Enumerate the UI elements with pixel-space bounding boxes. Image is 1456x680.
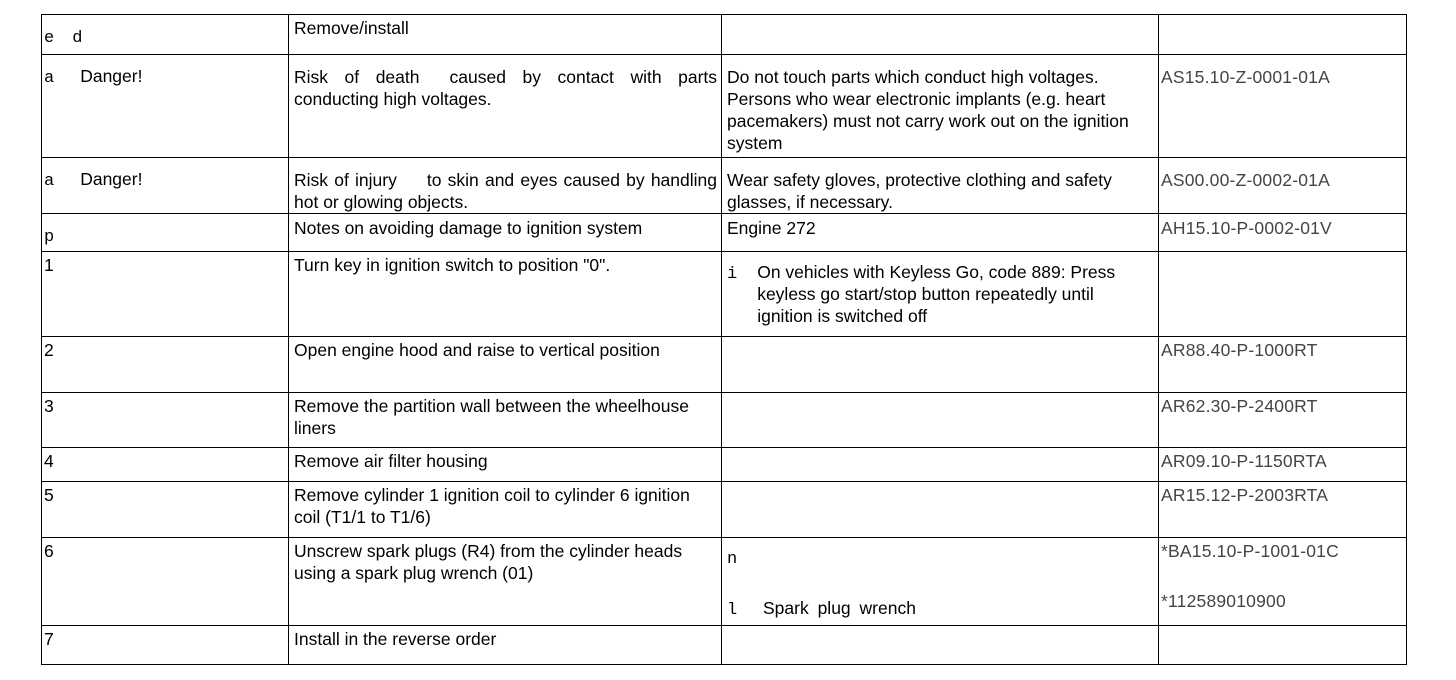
hazard-risk-cell	[289, 158, 722, 214]
step-text-cell	[289, 337, 722, 393]
danger-label: Danger!	[80, 66, 143, 86]
step-text-cell	[289, 538, 722, 626]
step-text: Open engine hood and raise to vertical position	[294, 340, 660, 360]
info-note	[727, 261, 1154, 327]
document-reference[interactable]: AR09.10-P-1150RTA	[1161, 451, 1327, 471]
tool-note	[727, 546, 1154, 571]
risk-head: Risk of injury	[294, 170, 397, 190]
step-info-cell	[722, 448, 1159, 482]
step-number-cell	[42, 626, 289, 665]
danger-label: Danger!	[80, 169, 143, 189]
step-number-cell	[42, 393, 289, 448]
document-reference[interactable]: AR62.30-P-2400RT	[1161, 396, 1318, 416]
step-number-cell	[42, 538, 289, 626]
document-reference[interactable]: AS00.00-Z-0002-01A	[1161, 170, 1330, 190]
note-symbol-cell	[42, 214, 289, 252]
step-text: Remove the partition wall between the wheelhouse liners	[294, 396, 689, 438]
step-code-cell	[1159, 252, 1407, 337]
step-code-cell	[1159, 538, 1407, 626]
document-reference[interactable]: AR15.12-P-2003RTA	[1161, 485, 1329, 505]
step-text-cell	[289, 448, 722, 482]
step-text-cell	[289, 252, 722, 337]
step-row	[42, 626, 1407, 665]
step-code-cell	[1159, 482, 1407, 538]
step-number: 7	[44, 629, 54, 649]
step-row	[42, 337, 1407, 393]
step-number-cell	[42, 337, 289, 393]
step-number-cell	[42, 448, 289, 482]
hazard-risk-cell	[289, 55, 722, 158]
safety-measure: Wear safety gloves, protective clothing and safety glasses, if necessary.	[727, 170, 1112, 212]
note-icon: p	[44, 228, 55, 247]
page-title: Remove/install	[294, 18, 409, 38]
hazard-measure-cell	[722, 158, 1159, 214]
note-text: Notes on avoiding damage to ignition system	[294, 218, 643, 238]
step-info-cell	[722, 252, 1159, 337]
step-row	[42, 252, 1407, 337]
step-number: 1	[44, 255, 54, 275]
document-reference[interactable]: AR88.40-P-1000RT	[1161, 340, 1318, 360]
document-reference[interactable]: AH15.10-P-0002-01V	[1161, 218, 1332, 238]
step-text-cell	[289, 393, 722, 448]
note-detail-cell	[722, 214, 1159, 252]
document-reference[interactable]: *BA15.10-P-1001-01C	[1161, 541, 1339, 561]
step-text-cell	[289, 482, 722, 538]
step-text: Install in the reverse order	[294, 629, 497, 649]
tool-part-number[interactable]: *112589010900	[1161, 591, 1286, 611]
risk-head: Risk of death	[294, 67, 420, 87]
note-row	[42, 214, 1407, 252]
tool-line	[727, 597, 1154, 622]
hazard-row	[42, 55, 1407, 158]
hazard-row	[42, 158, 1407, 214]
header-empty-code-cell	[1159, 15, 1407, 55]
danger-icon: a	[44, 172, 55, 191]
step-text-cell	[289, 626, 722, 665]
hazard-label-cell	[42, 55, 289, 158]
step-row	[42, 482, 1407, 538]
header-empty-cell	[722, 15, 1159, 55]
hazard-label-cell	[42, 158, 289, 214]
note-code-cell	[1159, 214, 1407, 252]
document-reference[interactable]: AS15.10-Z-0001-01A	[1161, 67, 1330, 87]
info-text: On vehicles with Keyless Go, code 889: Press keyless go start/stop button repeatedly until ignition is switched off	[757, 262, 1116, 326]
step-info-cell	[722, 393, 1159, 448]
step-text: Remove air filter housing	[294, 451, 488, 471]
step-text: Remove cylinder 1 ignition coil to cylinder 6 ignition coil (T1/1 to T1/6)	[294, 485, 690, 527]
step-number: 5	[44, 485, 54, 505]
tool-note-icon: n	[727, 550, 738, 569]
step-text: Unscrew spark plugs (R4) from the cylinder heads using a spark plug wrench (01)	[294, 541, 683, 583]
header-row	[42, 15, 1407, 55]
step-info-cell	[722, 482, 1159, 538]
safety-measure: Do not touch parts which conduct high voltages. Persons who wear electronic implants (e.g. heart pacemakers) must not carry work out on the ignition system	[727, 67, 1129, 153]
install-symbol: d	[72, 29, 83, 48]
procedure-table	[41, 14, 1407, 665]
step-info-cell	[722, 538, 1159, 626]
remove-symbol: e	[44, 29, 55, 48]
tool-name: Spark plug wrench	[763, 598, 916, 618]
step-info-cell	[722, 337, 1159, 393]
info-icon: i	[727, 265, 738, 284]
note-detail: Engine 272	[727, 218, 816, 238]
step-row	[42, 393, 1407, 448]
step-code-cell	[1159, 626, 1407, 665]
step-info-cell	[722, 626, 1159, 665]
step-code-cell	[1159, 393, 1407, 448]
step-number: 3	[44, 396, 54, 416]
hazard-measure-cell	[722, 55, 1159, 158]
header-symbols	[42, 15, 289, 55]
step-number-cell	[42, 482, 289, 538]
step-code-cell	[1159, 337, 1407, 393]
step-text: Turn key in ignition switch to position "0".	[294, 255, 611, 275]
step-row	[42, 448, 1407, 482]
header-title-cell	[289, 15, 722, 55]
step-number-cell	[42, 252, 289, 337]
risk-text: to skin and eyes caused by handling hot or glowing objects.	[294, 170, 717, 212]
step-number: 2	[44, 340, 54, 360]
tool-icon: l	[727, 601, 738, 620]
hazard-code-cell	[1159, 158, 1407, 214]
step-number: 6	[44, 541, 54, 561]
step-row	[42, 538, 1407, 626]
danger-icon: a	[44, 69, 55, 88]
hazard-code-cell	[1159, 55, 1407, 158]
note-text-cell	[289, 214, 722, 252]
step-code-cell	[1159, 448, 1407, 482]
step-number: 4	[44, 451, 54, 471]
risk-text: caused by contact with parts conducting high voltages.	[294, 67, 718, 109]
